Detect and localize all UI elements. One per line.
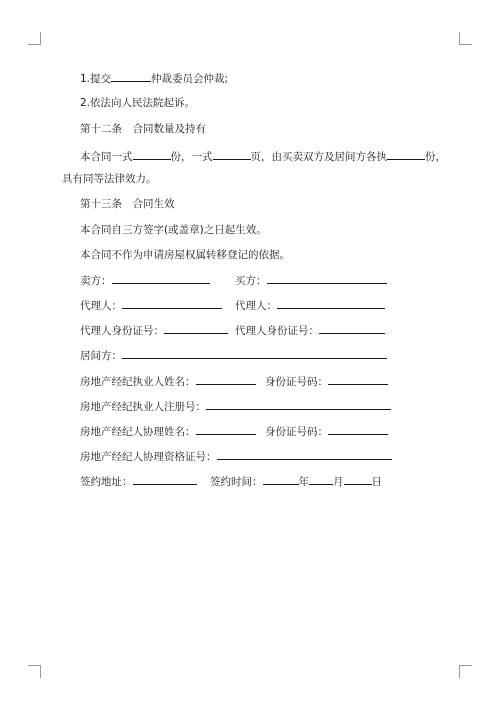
blank-line [387,148,425,160]
article-12-title: 第十二条 合同数量及持有 [80,123,206,135]
corner-mark-top-right [459,32,472,45]
paragraph-text: 份， [425,151,446,163]
clause-lawsuit: 2.依法向人民法院起诉。 [80,97,196,109]
clause-arbitration [80,70,228,86]
paragraph-text: 份，一式 [170,151,213,163]
sign-place-field [80,473,197,489]
blank-line [263,473,299,485]
article-13-title: 第十三条 合同生效 [80,198,175,210]
blank-line [309,473,333,485]
field-label: 房地产经纪人协理姓名： [80,426,196,438]
field-label: 签约时间： [210,476,263,488]
clause-text: 1.提交 [80,73,112,85]
field-label: 签约地址： [80,476,133,488]
assistant-name-field [80,423,256,439]
blank-line [213,148,251,160]
assistant-id-field [265,423,388,439]
field-label: 代理人身份证号： [80,325,164,337]
blank-line [111,70,151,82]
blank-line [267,272,387,284]
field-label: 代理人： [80,300,122,312]
agent-field-right [235,297,385,313]
blank-line [319,322,385,334]
blank-line [217,448,392,460]
broker-id-field [265,373,388,389]
blank-line [164,322,228,334]
agent-field-left [80,297,222,313]
paragraph-text: 页，由买卖双方及居间方各执 [250,151,387,163]
field-label: 房地产经纪人协理资格证号： [80,451,217,463]
field-label: 代理人身份证号： [235,325,319,337]
broker-registration-field [80,398,391,414]
article-12-paragraph-cont: 具有同等法律效力。 [62,173,157,185]
blank-line [196,373,256,385]
blank-line [112,272,210,284]
field-label: 身份证号码： [265,426,328,438]
broker-name-field [80,373,256,389]
field-label: 年 [298,476,309,488]
article-13-paragraph-2: 本合同不作为申请房屋权属转移登记的依据。 [80,249,290,261]
field-label: 房地产经纪执业人姓名： [80,376,196,388]
blank-line [122,297,222,309]
article-12-paragraph [80,148,446,164]
field-label: 身份证号码： [265,376,328,388]
blank-line [196,423,256,435]
clause-text: 仲裁委员会仲裁; [151,73,229,85]
seller-field [80,272,210,288]
field-label: 代理人： [235,300,277,312]
field-label: 月 [333,476,344,488]
agent-id-field-right [235,322,385,338]
blank-line [328,423,388,435]
article-13-paragraph-1: 本合同自三方签字(或盖章)之日起生效。 [80,224,267,236]
blank-line [133,148,171,160]
blank-line [328,373,388,385]
blank-line [206,398,391,410]
assistant-cert-field [80,448,392,464]
field-label: 卖方： [80,275,112,287]
blank-line [122,347,387,359]
corner-mark-top-left [28,32,41,45]
blank-line [133,473,197,485]
corner-mark-bottom-right [459,665,472,678]
paragraph-text: 本合同一式 [80,151,133,163]
intermediary-field [80,347,387,363]
blank-line [277,297,385,309]
field-label: 居间方： [80,350,122,362]
buyer-field [235,272,387,288]
field-label: 房地产经纪执业人注册号： [80,401,206,413]
blank-line [344,473,372,485]
agent-id-field-left [80,322,228,338]
field-label: 日 [371,476,382,488]
corner-mark-bottom-left [28,665,41,678]
field-label: 买方： [235,275,267,287]
sign-time-field [210,473,382,489]
